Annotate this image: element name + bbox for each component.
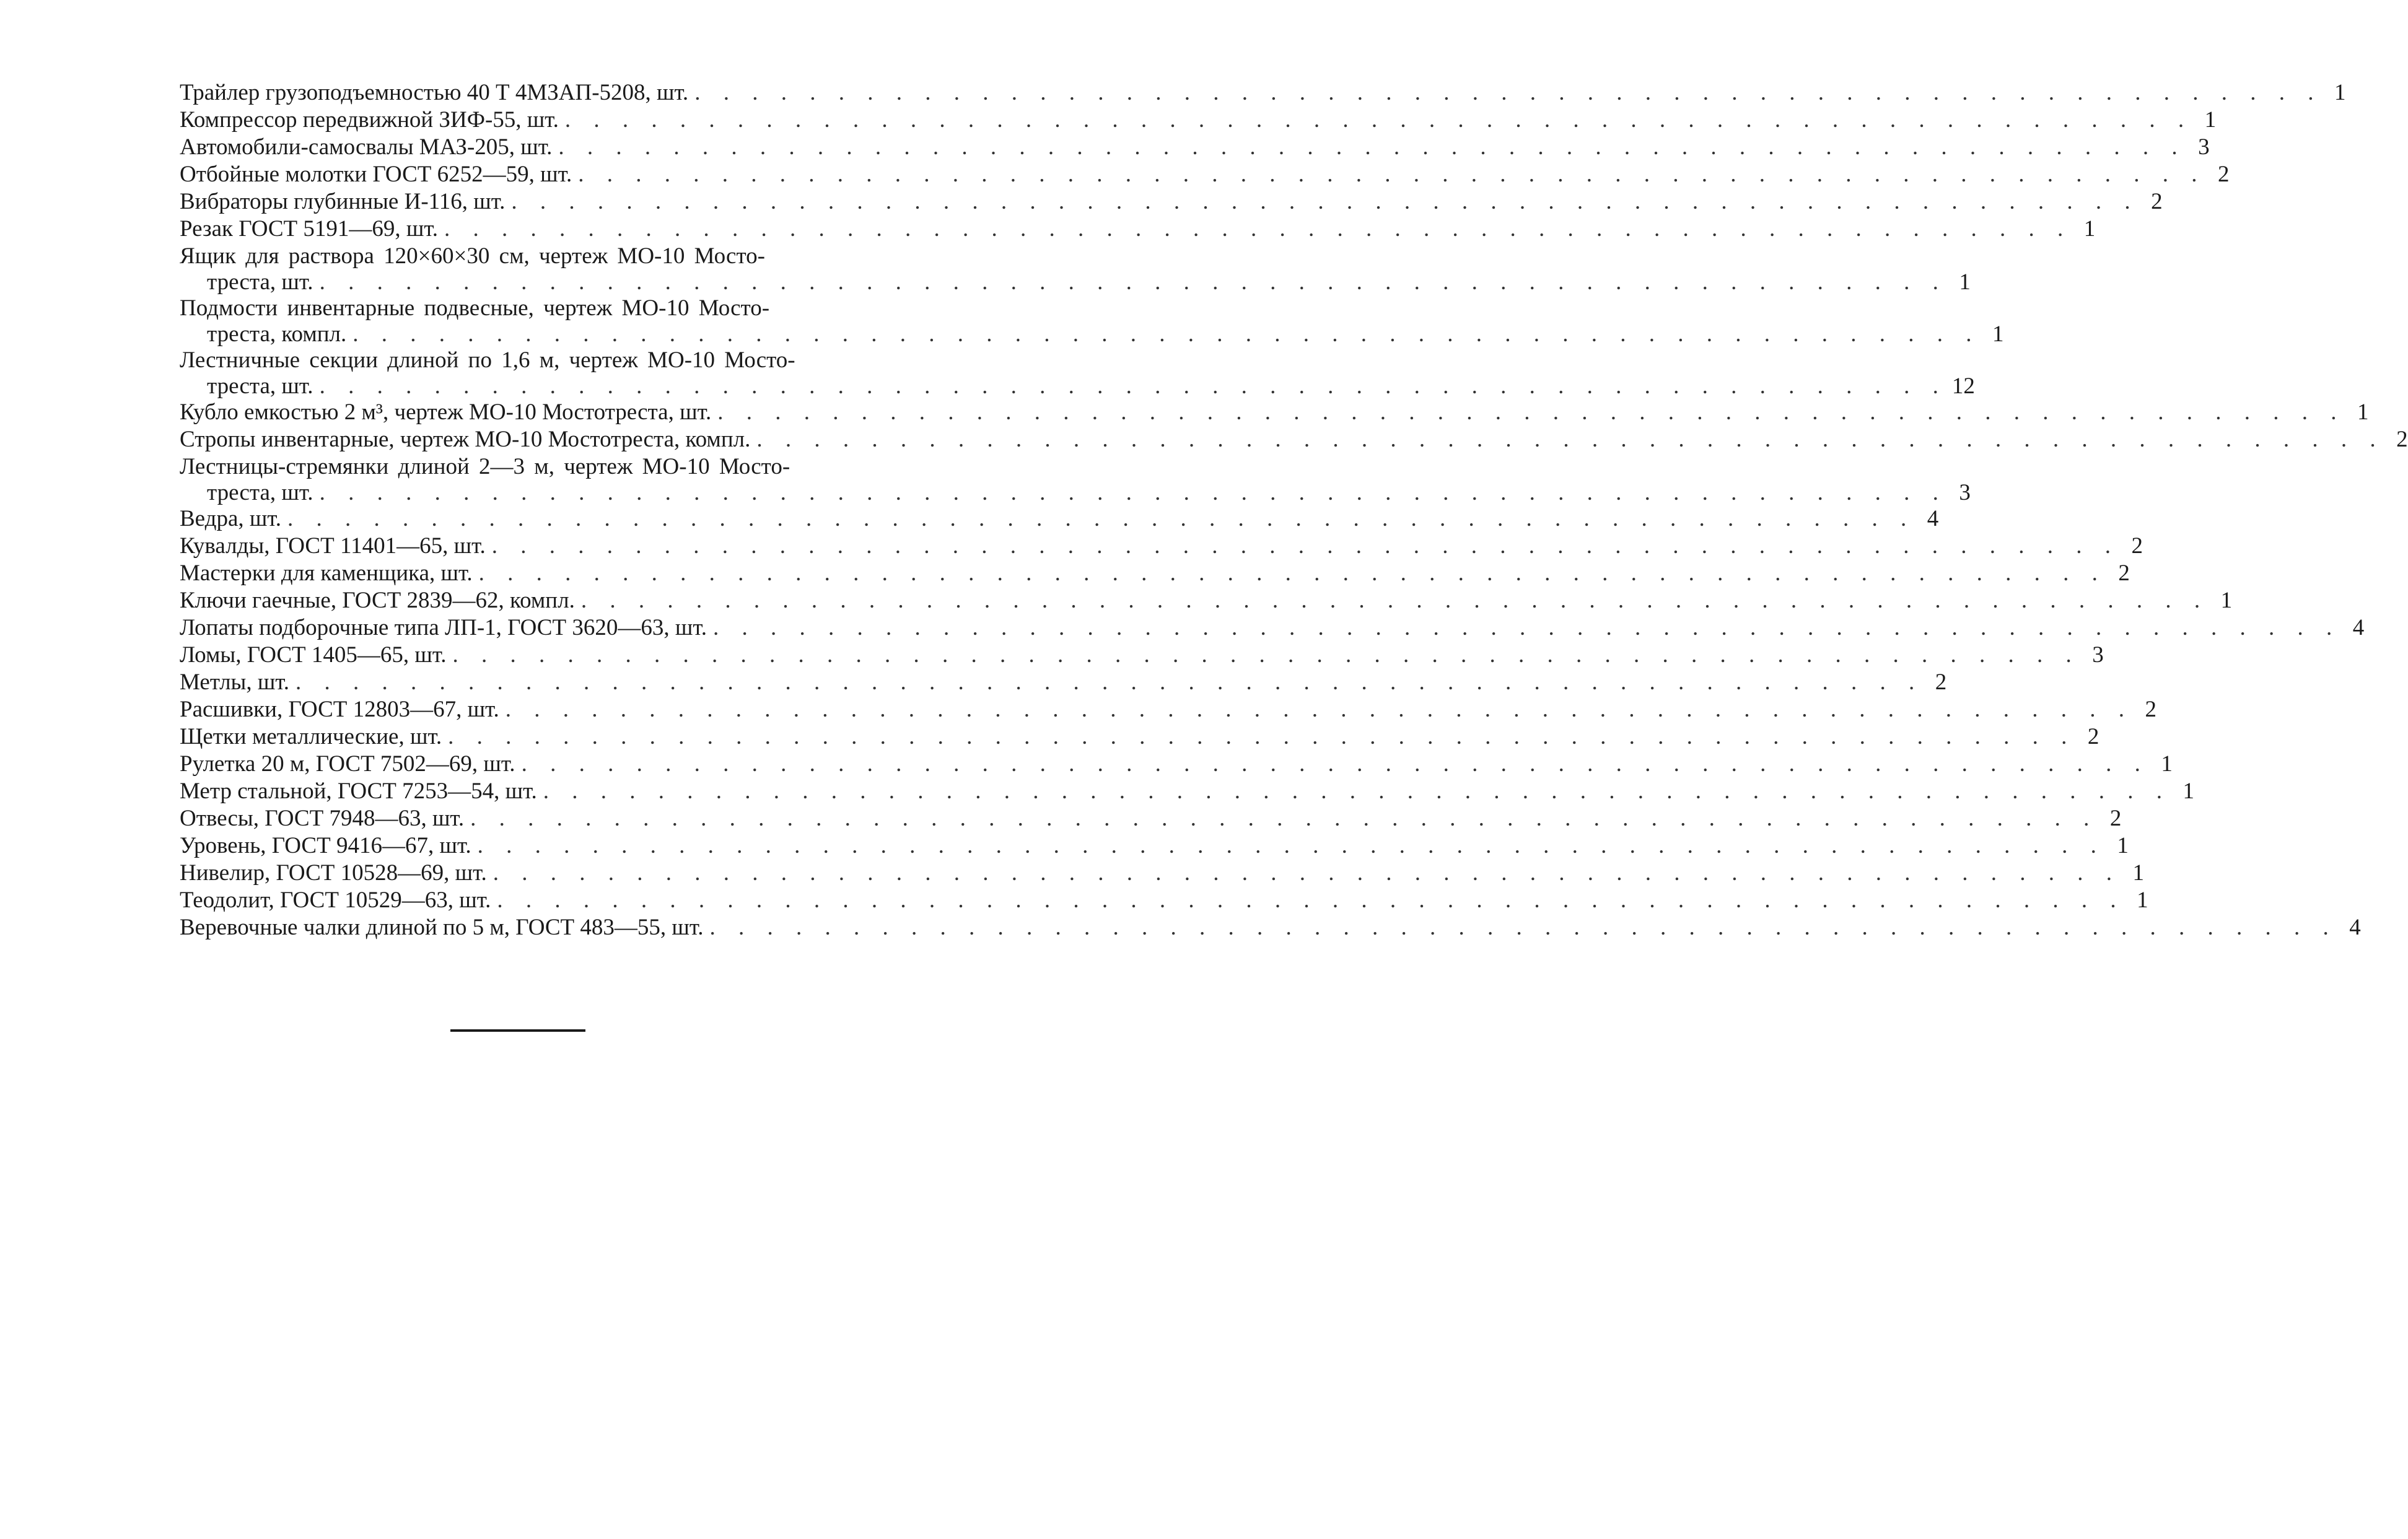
item-text: Резак ГОСТ 5191—69, шт. <box>180 216 439 242</box>
item-text: Лопаты подборочные типа ЛП-1, ГОСТ 3620—63, шт. <box>180 615 707 640</box>
list-item <box>180 134 2210 161</box>
item-text: Трайлер грузоподъемностью 40 Т 4МЗАП-5208, шт. <box>180 80 689 105</box>
item-text: Вибраторы глубинные И-116, шт. <box>180 189 506 214</box>
item-text: Нивелир, ГОСТ 10528—69, шт. <box>180 860 487 886</box>
list-item <box>180 860 2145 887</box>
dot-leader: . . . . . . . . . . . . . . . . . . . . . . . . . . . . . . . . . . . . . . . . . . . . . . . . . . . . . . . . . <box>448 724 2076 749</box>
item-text: Метлы, шт. <box>180 669 290 695</box>
item-text-line1: Подмости инвентарные подвесные, чертеж МО-10 Мосто- <box>180 295 770 321</box>
item-text: Отбойные молотки ГОСТ 6252—59, шт. <box>180 162 572 187</box>
list-item <box>180 614 2365 642</box>
dot-leader: . . . . . . . . . . . . . . . . . . . . . . . . . . . . . . . . . . . . . . . . . . . . . . . . . . . . . . . . . <box>319 269 1947 295</box>
item-quantity: 12 <box>1951 373 1975 399</box>
dot-leader: . . . . . . . . . . . . . . . . . . . . . . . . . . . . . . . . . . . . . . . . . . . . . . . . . . . . . . . . . <box>470 806 2098 831</box>
item-text: Кувалды, ГОСТ 11401—65, шт. <box>180 533 486 559</box>
list-item <box>180 560 2130 587</box>
dot-leader: . . . . . . . . . . . . . . . . . . . . . . . . . . . . . . . . . . . . . . . . . . . . . . . . . . . . . . . . . <box>543 778 2171 804</box>
item-text-line2: треста, компл. <box>207 321 347 347</box>
item-quantity: 2 <box>2118 560 2130 586</box>
item-quantity: 1 <box>2334 80 2346 105</box>
item-quantity: 2 <box>2087 724 2099 749</box>
dot-leader: . . . . . . . . . . . . . . . . . . . . . . . . . . . . . . . . . . . . . . . . . . . . . . . . . . . . . . . . . <box>491 533 2119 559</box>
item-text: Стропы инвентарные, чертеж МО-10 Мостотреста, компл. <box>180 427 751 452</box>
dot-leader: . . . . . . . . . . . . . . . . . . . . . . . . . . . . . . . . . . . . . . . . . . . . . . . . . . . . . . . . . <box>478 560 2106 586</box>
dot-leader: . . . . . . . . . . . . . . . . . . . . . . . . . . . . . . . . . . . . . . . . . . . . . . . . . . . . . . . . . <box>452 642 2080 668</box>
dot-leader: . . . . . . . . . . . . . . . . . . . . . . . . . . . . . . . . . . . . . . . . . . . . . . . . . . . . . . . . . <box>558 134 2186 160</box>
list-item <box>180 696 2157 723</box>
list-item <box>180 107 2217 134</box>
item-quantity: 3 <box>2198 134 2210 160</box>
item-quantity: 1 <box>2183 778 2194 804</box>
dot-leader: . . . . . . . . . . . . . . . . . . . . . . . . . . . . . . . . . . . . . . . . . . . . . . . . . . . . . . . . . <box>319 373 1947 399</box>
dot-leader: . . . . . . . . . . . . . . . . . . . . . . . . . . . . . . . . . . . . . . . . . . . . . . . . . . . . . . . . . <box>578 162 2206 187</box>
dot-leader: . . . . . . . . . . . . . . . . . . . . . . . . . . . . . . . . . . . . . . . . . . . . . . . . . . . . . . . . . <box>493 860 2121 886</box>
item-text-line2: треста, шт. <box>207 269 313 295</box>
item-quantity: 3 <box>2092 642 2104 668</box>
item-text: Веревочные чалки длиной по 5 м, ГОСТ 483—55, шт. <box>180 915 704 940</box>
item-text: Метр стальной, ГОСТ 7253—54, шт. <box>180 778 537 804</box>
list-item <box>180 587 2233 614</box>
list-item <box>180 216 2096 243</box>
item-text: Ведра, шт. <box>180 506 281 531</box>
item-text-line2: треста, шт. <box>207 373 313 399</box>
list-item <box>180 188 2163 216</box>
list-item <box>180 79 2346 107</box>
item-text: Расшивки, ГОСТ 12803—67, шт. <box>180 697 499 722</box>
list-item <box>180 832 2129 860</box>
item-quantity: 1 <box>1992 321 2004 347</box>
item-text-line1: Ящик для раствора 120×60×30 см, чертеж МО-10 Мосто- <box>180 243 765 269</box>
item-quantity: 4 <box>2349 915 2361 940</box>
item-text: Щетки металлические, шт. <box>180 724 442 749</box>
dot-leader: . . . . . . . . . . . . . . . . . . . . . . . . . . . . . . . . . . . . . . . . . . . . . . . . . . . . . . . . . <box>319 480 1947 505</box>
list-item <box>180 399 2369 426</box>
item-quantity: 1 <box>2357 399 2369 425</box>
item-quantity: 4 <box>2352 615 2365 640</box>
item-text: Рулетка 20 м, ГОСТ 7502—69, шт. <box>180 751 515 777</box>
dot-leader: . . . . . . . . . . . . . . . . . . . . . . . . . . . . . . . . . . . . . . . . . . . . . . . . . . . . . . . . . <box>717 399 2345 425</box>
item-text: Ломы, ГОСТ 1405—65, шт. <box>180 642 447 668</box>
item-quantity: 1 <box>2137 887 2148 913</box>
dot-leader: . . . . . . . . . . . . . . . . . . . . . . . . . . . . . . . . . . . . . . . . . . . . . . . . . . . . . . . . . <box>511 189 2139 214</box>
list-item <box>180 347 1975 399</box>
list-item <box>180 453 1971 505</box>
item-text-line1: Лестницы-стремянки длиной 2—3 м, чертеж МО-10 Мосто- <box>180 454 790 479</box>
dot-leader: . . . . . . . . . . . . . . . . . . . . . . . . . . . . . . . . . . . . . . . . . . . . . . . . . . . . . . . . . <box>352 321 1981 347</box>
list-item <box>180 669 1947 696</box>
list-item <box>180 751 2173 778</box>
item-text: Мастерки для каменщика, шт. <box>180 560 473 586</box>
list-item <box>180 295 2004 347</box>
dot-leader: . . . . . . . . . . . . . . . . . . . . . . . . . . . . . . . . . . . . . . . . . . . . . . . . . . . . . . . . . <box>709 915 2337 940</box>
item-text: Отвесы, ГОСТ 7948—63, шт. <box>180 806 465 831</box>
item-text: Кубло емкостью 2 м³, чертеж МО-10 Мостотреста, шт. <box>180 399 712 425</box>
dot-leader: . . . . . . . . . . . . . . . . . . . . . . . . . . . . . . . . . . . . . . . . . . . . . . . . . . . . . . . . . <box>505 697 2134 722</box>
item-quantity: 2 <box>1935 669 1947 695</box>
dot-leader: . . . . . . . . . . . . . . . . . . . . . . . . . . . . . . . . . . . . . . . . . . . . . . . . . . . . . . . . . <box>521 751 2149 777</box>
list-item <box>180 914 2361 941</box>
list-item <box>180 778 2194 805</box>
item-quantity: 2 <box>2151 189 2163 214</box>
item-quantity: 2 <box>2396 427 2408 452</box>
item-text: Автомобили-самосвалы МАЗ-205, шт. <box>180 134 553 160</box>
list-item <box>180 161 2230 188</box>
dot-leader: . . . . . . . . . . . . . . . . . . . . . . . . . . . . . . . . . . . . . . . . . . . . . . . . . . . . . . . . . <box>444 216 2072 242</box>
item-quantity: 2 <box>2218 162 2230 187</box>
item-quantity: 1 <box>2083 216 2096 242</box>
list-item <box>180 243 1971 295</box>
list-item <box>180 723 2099 751</box>
list-item <box>180 505 1939 533</box>
item-text-line2: треста, шт. <box>207 480 313 505</box>
item-text: Уровень, ГОСТ 9416—67, шт. <box>180 833 471 858</box>
dot-leader: . . . . . . . . . . . . . . . . . . . . . . . . . . . . . . . . . . . . . . . . . . . . . . . . . . . . . . . . . <box>580 588 2209 613</box>
item-quantity: 1 <box>1959 269 1971 295</box>
item-quantity: 1 <box>2204 107 2217 133</box>
item-text: Компрессор передвижной ЗИФ-55, шт. <box>180 107 559 133</box>
dot-leader: . . . . . . . . . . . . . . . . . . . . . . . . . . . . . . . . . . . . . . . . . . . . . . . . . . . . . . . . . <box>296 669 1924 695</box>
item-quantity: 1 <box>2161 751 2173 777</box>
dot-leader: . . . . . . . . . . . . . . . . . . . . . . . . . . . . . . . . . . . . . . . . . . . . . . . . . . . . . . . . . <box>712 615 2341 640</box>
dot-leader: . . . . . . . . . . . . . . . . . . . . . . . . . . . . . . . . . . . . . . . . . . . . . . . . . . . . . . . . . <box>694 80 2323 105</box>
list-item <box>180 887 2148 914</box>
dot-leader: . . . . . . . . . . . . . . . . . . . . . . . . . . . . . . . . . . . . . . . . . . . . . . . . . . . . . . . . . <box>564 107 2193 133</box>
list-item <box>180 426 2408 453</box>
equipment-list <box>180 79 2408 941</box>
dot-leader: . . . . . . . . . . . . . . . . . . . . . . . . . . . . . . . . . . . . . . . . . . . . . . . . . . . . . . . . . <box>287 506 1915 531</box>
item-quantity: 2 <box>2145 697 2157 722</box>
item-quantity: 3 <box>1959 480 1971 505</box>
item-text-line1: Лестничные секции длиной по 1,6 м, чертеж МО-10 Мосто- <box>180 347 795 373</box>
dot-leader: . . . . . . . . . . . . . . . . . . . . . . . . . . . . . . . . . . . . . . . . . . . . . . . . . . . . . . . . . <box>756 427 2384 452</box>
list-item <box>180 642 2104 669</box>
list-item <box>180 533 2143 560</box>
item-quantity: 1 <box>2117 833 2129 858</box>
dot-leader: . . . . . . . . . . . . . . . . . . . . . . . . . . . . . . . . . . . . . . . . . . . . . . . . . . . . . . . . . <box>497 887 2125 913</box>
end-rule <box>450 1029 585 1032</box>
item-quantity: 1 <box>2220 588 2233 613</box>
dot-leader: . . . . . . . . . . . . . . . . . . . . . . . . . . . . . . . . . . . . . . . . . . . . . . . . . . . . . . . . . <box>477 833 2105 858</box>
item-text: Ключи гаечные, ГОСТ 2839—62, компл. <box>180 588 575 613</box>
item-quantity: 2 <box>2109 806 2122 831</box>
list-item <box>180 805 2122 832</box>
item-quantity: 1 <box>2132 860 2145 886</box>
item-quantity: 2 <box>2131 533 2143 559</box>
item-text: Теодолит, ГОСТ 10529—63, шт. <box>180 887 491 913</box>
item-quantity: 4 <box>1927 506 1939 531</box>
